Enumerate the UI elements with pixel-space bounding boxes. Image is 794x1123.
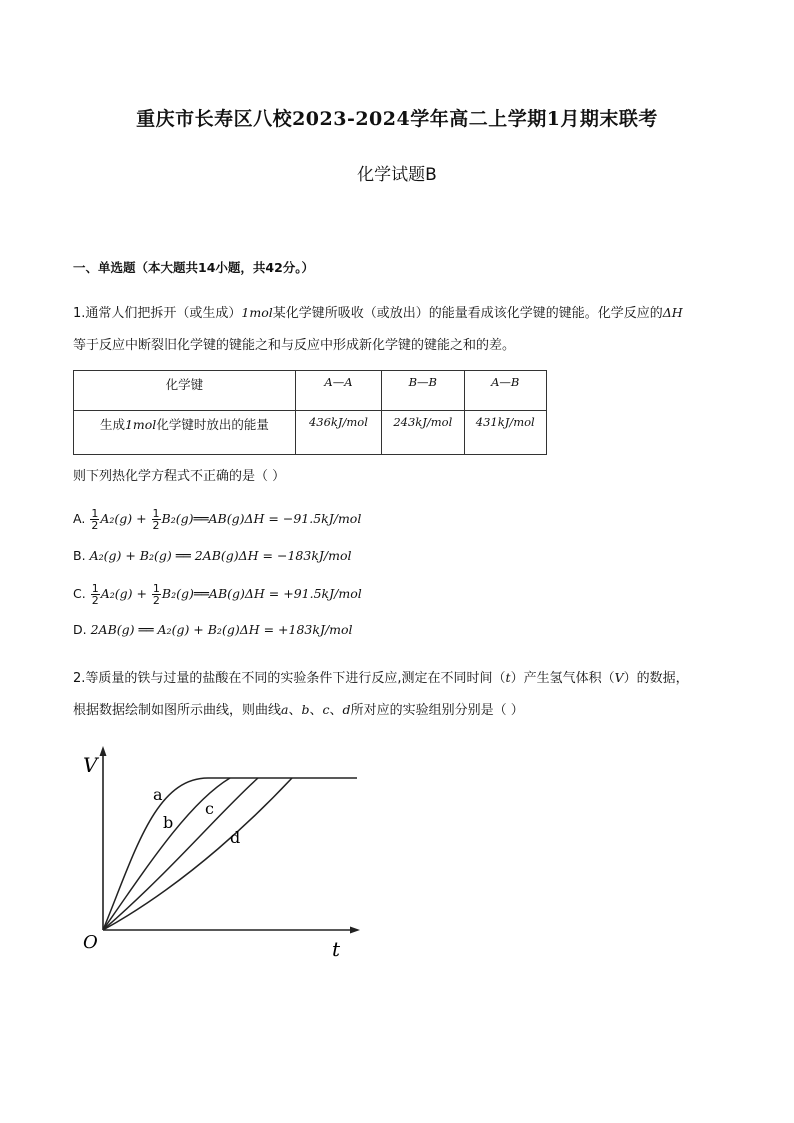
table-col-ab: A—B xyxy=(464,371,546,411)
q1-text: 1.通常人们把拆开（或生成） xyxy=(73,306,242,321)
table-col-aa: A—A xyxy=(295,371,381,411)
origin-label: O xyxy=(83,932,98,953)
q1-line2: 等于反应中断裂旧化学键的键能之和与反应中形成新化学键的键能之和的差。 xyxy=(73,338,516,353)
q2-line2: 根据数据绘制如图所示曲线，则曲线a、b、c、d所对应的实验组别分别是（ ） xyxy=(73,702,524,718)
option-label: B. xyxy=(73,548,86,563)
option-b[interactable] xyxy=(73,545,352,567)
table-row-label: 生成1mol化学键时放出的能量 xyxy=(74,411,296,455)
option-c[interactable]: C. $\frac{1}{2}$ A₂(g) + $\frac{1}{2}$ B₂(g)══AB(g)ΔH = +91.5kJ/mol xyxy=(73,582,362,607)
option-expr: A₂(g) + B₂(g) ══ 2AB(g)ΔH = −183kJ/mol xyxy=(89,548,352,563)
section-heading: 一、单选题（本大题共14小题，共42分。） xyxy=(73,260,315,275)
option-label: C. xyxy=(73,586,86,601)
fraction: $\frac{1}{2}$ xyxy=(152,507,160,532)
page-subtitle: 化学试题B xyxy=(357,165,437,185)
page-title: 重庆市长寿区八校2023-2024学年高二上学期1月期末联考 xyxy=(136,108,658,130)
table-header-label: 化学键 xyxy=(74,371,296,411)
q1-line1 xyxy=(73,302,683,321)
fraction: $\frac{1}{2}$ xyxy=(91,507,99,532)
y-axis-label: V xyxy=(83,753,98,777)
q1-mol: 1mol xyxy=(241,305,273,320)
option-label: A. xyxy=(73,511,86,526)
q1-prompt: 则下列热化学方程式不正确的是（ ） xyxy=(73,469,286,484)
q1-dh: ΔH xyxy=(662,305,683,320)
x-axis-label: t xyxy=(332,937,341,961)
table-col-bb: B—B xyxy=(382,371,464,411)
table-header-row xyxy=(74,371,547,411)
option-label: D. xyxy=(73,622,87,637)
q1-text: 某化学键所吸收（或放出）的能量看成该化学键的键能。化学反应的 xyxy=(272,306,663,321)
curve-label-d: d xyxy=(230,828,241,847)
curve-c xyxy=(103,778,258,930)
table-cell-ab: 431kJ/mol xyxy=(464,411,546,455)
curve-label-b: b xyxy=(163,813,174,832)
curve-label-a: a xyxy=(153,785,163,804)
curve-d xyxy=(103,778,292,930)
fraction: $\frac{1}{2}$ xyxy=(91,582,99,607)
bond-energy-table xyxy=(73,370,547,455)
q2-line1: 2.等质量的铁与过量的盐酸在不同的实验条件下进行反应,测定在不同时间（t）产生氢气体积（V）的数据， xyxy=(73,670,689,686)
option-expr: 2AB(g) ══ A₂(g) + B₂(g)ΔH = +183kJ/mol xyxy=(90,622,353,637)
curve-label-c: c xyxy=(205,799,214,818)
option-a[interactable]: A. $\frac{1}{2}$ A₂(g) + $\frac{1}{2}$ B₂(g)══AB(g)ΔH = −91.5kJ/mol xyxy=(73,507,362,532)
y-axis-arrow-icon xyxy=(100,746,107,756)
table-row xyxy=(74,411,547,455)
fraction: $\frac{1}{2}$ xyxy=(152,582,160,607)
volume-time-graph xyxy=(80,742,365,962)
table-cell-bb: 243kJ/mol xyxy=(382,411,464,455)
x-axis-arrow-icon xyxy=(350,927,360,934)
option-d[interactable] xyxy=(73,619,353,641)
table-cell-aa: 436kJ/mol xyxy=(295,411,381,455)
